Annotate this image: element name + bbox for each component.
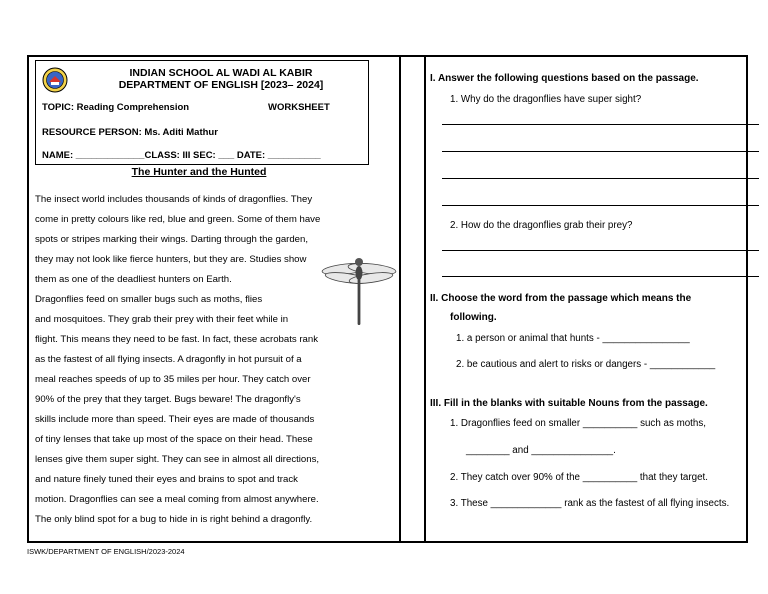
passage-line: Dragonflies feed on smaller bugs such as moths, flies <box>35 294 263 305</box>
section-2-question-2: 2. be cautious and alert to risks or dangers - ____________ <box>456 359 716 370</box>
passage-line: they may not look like fierce hunters, but they are. Studies show <box>35 254 307 265</box>
student-info-line: NAME: _____________CLASS: III SEC: ___ DATE: __________ <box>42 150 321 161</box>
passage-line: and mosquitoes. They grab their prey with their feet while in <box>35 314 289 325</box>
section-3-question-3: 3. These _____________ rank as the fastest of all flying insects. <box>450 498 730 509</box>
passage-line: 90% of the prey that they target. Bugs beware! The dragonfly's <box>35 394 301 405</box>
passage-line: and nature finely tuned their eyes and brains to spot and track <box>35 474 298 485</box>
worksheet-label: WORKSHEET <box>268 102 330 113</box>
passage-line: spots or stripes marking their wings. Darting through the garden, <box>35 234 309 245</box>
topic-line: TOPIC: Reading Comprehension <box>42 102 190 113</box>
passage-title: The Hunter and the Hunted <box>131 166 267 178</box>
passage-line: flight. This means they need to be fast. In fact, these acrobats rank <box>35 334 318 345</box>
school-name-block <box>76 67 366 91</box>
section-2-heading-cont: following. <box>450 312 497 323</box>
passage-line: meal reaches speeds of up to 35 miles per hour. They catch over <box>35 374 311 385</box>
school-name: INDIAN SCHOOL AL WADI AL KABIR <box>129 67 313 79</box>
section-2-heading: II. Choose the word from the passage which means the <box>430 293 692 304</box>
left-column <box>29 57 399 541</box>
passage-text <box>35 190 370 530</box>
answer-line[interactable] <box>442 276 759 277</box>
column-divider <box>399 57 426 541</box>
passage-line: lenses give them super sight. They can see in almost all directions, <box>35 454 320 465</box>
section-3-question-1: 1. Dragonflies feed on smaller __________ such as moths, <box>450 418 706 429</box>
department-name: DEPARTMENT OF ENGLISH [2023– 2024] <box>118 79 324 91</box>
passage-line: motion. Dragonflies can see a meal coming from almost anywhere. <box>35 494 319 505</box>
passage-line: of tiny lenses that take up most of the space on their head. These <box>35 434 313 445</box>
section-3-heading: III. Fill in the blanks with suitable Nouns from the passage. <box>430 398 708 409</box>
section-2-question-1: 1. a person or animal that hunts - ________________ <box>456 333 690 344</box>
passage-line: as the fastest of all flying insects. A dragonfly in hot pursuit of a <box>35 354 302 365</box>
passage-line: The insect world includes thousands of kinds of dragonflies. They <box>35 194 313 205</box>
passage-line: them as one of the deadliest hunters on Earth. <box>35 274 232 285</box>
section-3-question-2: 2. They catch over 90% of the __________ that they target. <box>450 472 708 483</box>
passage-line: come in pretty colours like red, blue and green. Some of them have <box>35 214 321 225</box>
section-1-heading: I. Answer the following questions based on the passage. <box>430 73 699 84</box>
school-logo-icon <box>42 67 68 93</box>
answer-line[interactable] <box>442 250 759 251</box>
section-1-question-1: 1. Why do the dragonflies have super sight? <box>450 94 642 105</box>
passage-line: skills include more than speed. Their eyes are made of thousands <box>35 414 315 425</box>
dragonfly-illustration <box>319 255 399 327</box>
answer-line[interactable] <box>442 178 759 179</box>
worksheet-frame <box>27 55 748 543</box>
answer-line[interactable] <box>442 124 759 125</box>
page-footer: ISWK/DEPARTMENT OF ENGLISH/2023-2024 <box>27 547 185 556</box>
section-3-question-1-cont: ________ and _______________. <box>466 445 616 456</box>
section-1-question-2: 2. How do the dragonflies grab their prey? <box>450 220 633 231</box>
answer-line[interactable] <box>442 151 759 152</box>
right-column <box>428 57 748 541</box>
header-box <box>35 60 369 165</box>
resource-person-line: RESOURCE PERSON: Ms. Aditi Mathur <box>42 127 218 138</box>
passage-line: The only blind spot for a bug to hide in is right behind a dragonfly. <box>35 514 313 525</box>
answer-line[interactable] <box>442 205 759 206</box>
